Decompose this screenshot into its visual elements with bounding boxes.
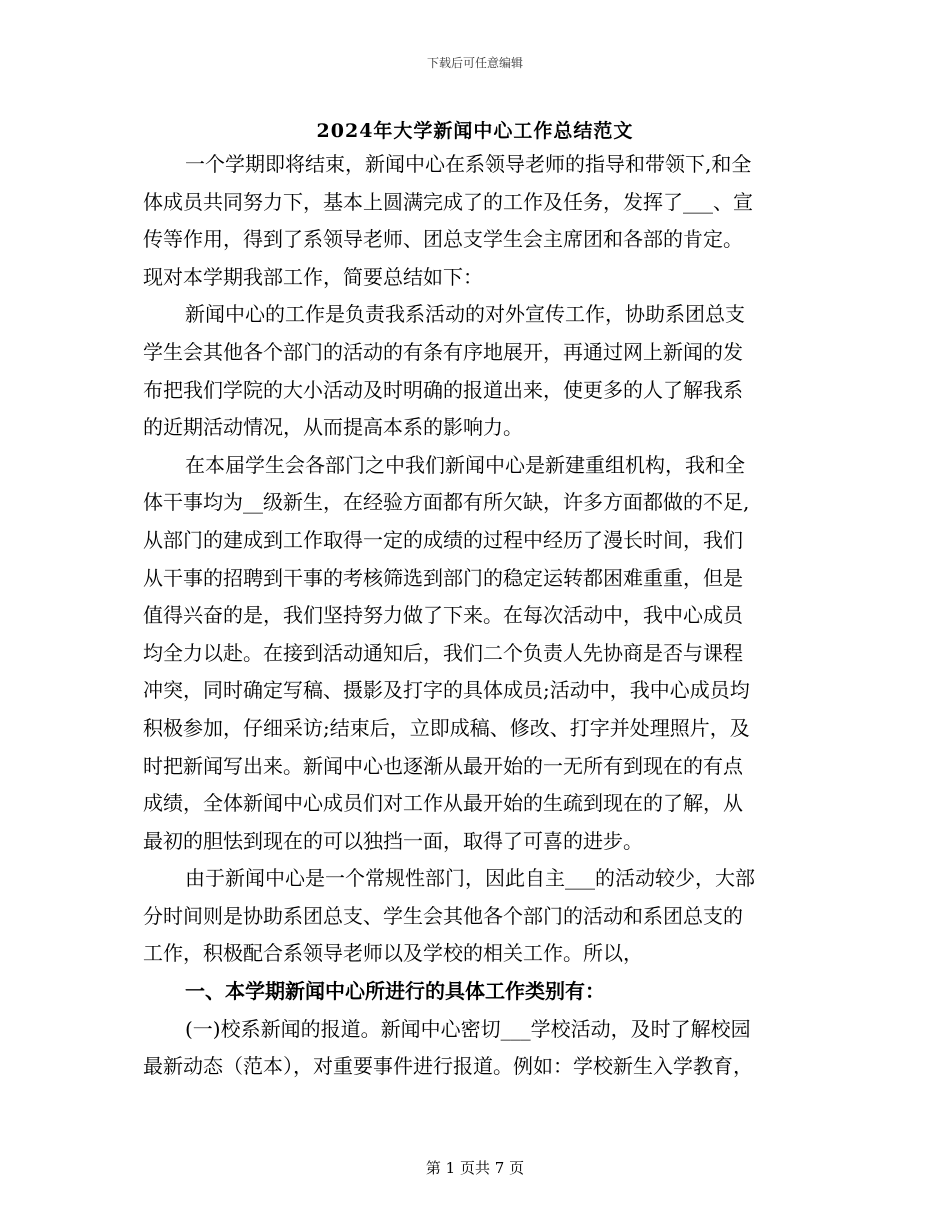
text-line: 值得兴奋的是，我们坚持努力做了下来。在每次活动中，我中心成员 (143, 603, 743, 628)
text-line: 布把我们学院的大小活动及时明确的报道出来，使更多的人了解我系 (143, 377, 743, 402)
document-body (143, 146, 805, 1086)
text-line: 成绩，全体新闻中心成员们对工作从最开始的生疏到现在的了解，从 (143, 791, 743, 816)
document-title: 2024年大学新闻中心工作总结范文 (316, 120, 634, 142)
text-line: 最新动态（范本），对重要事件进行报道。例如：学校新生入学教育， (143, 1054, 753, 1079)
text-line: 分时间则是协助系团总支、学生会其他各个部门的活动和系团总支的 (143, 903, 743, 928)
page-header: 下载后可任意编辑 (426, 56, 523, 70)
text-line: 传等作用，得到了系领导老师、团总支学生会主席团和各部的肯定。 (143, 227, 743, 252)
section-heading: 一、本学期新闻中心所进行的具体工作类别有： (185, 979, 605, 1004)
text-line: 从干事的招聘到干事的考核筛选到部门的稳定运转都困难重重，但是 (143, 565, 743, 590)
text-line: 在本届学生会各部门之中我们新闻中心是新建重组机构，我和全 (185, 452, 745, 477)
text-line: 体干事均为__级新生，在经验方面都有所欠缺，许多方面都做的不足, (143, 490, 750, 515)
text-line: 最初的胆怯到现在的可以独挡一面，取得了可喜的进步。 (143, 828, 643, 853)
text-line: 积极参加，仔细采访;结束后，立即成稿、修改、打字并处理照片，及 (143, 715, 750, 740)
page-footer: 第 1 页共 7 页 (425, 1159, 525, 1177)
text-line: 的近期活动情况，从而提高本系的影响力。 (143, 415, 523, 440)
text-line: 现对本学期我部工作，简要总结如下： (143, 264, 483, 289)
text-line: 工作，积极配合系领导老师以及学校的相关工作。所以， (143, 941, 643, 966)
text-line: (一)校系新闻的报道。新闻中心密切___学校活动，及时了解校园 (185, 1016, 751, 1041)
text-line: 冲突，同时确定写稿、摄影及打字的具体成员;活动中，我中心成员均 (143, 678, 750, 703)
text-line: 从部门的建成到工作取得一定的成绩的过程中经历了漫长时间，我们 (143, 527, 743, 552)
text-line: 由于新闻中心是一个常规性部门，因此自主___的活动较少，大部 (185, 866, 755, 891)
text-line: 体成员共同努力下，基本上圆满完成了的工作及任务，发挥了___、宣 (143, 189, 753, 214)
text-line: 学生会其他各个部门的活动的有条有序地展开，再通过网上新闻的发 (143, 339, 743, 364)
text-line: 一个学期即将结束，新闻中心在系领导老师的指导和带领下,和全 (185, 152, 752, 176)
text-line: 新闻中心的工作是负责我系活动的对外宣传工作，协助系团总支 (185, 302, 745, 327)
text-line: 时把新闻写出来。新闻中心也逐渐从最开始的一无所有到现在的有点 (143, 753, 743, 778)
text-line: 均全力以赴。在接到活动通知后，我们二个负责人先协商是否与课程 (143, 640, 743, 665)
